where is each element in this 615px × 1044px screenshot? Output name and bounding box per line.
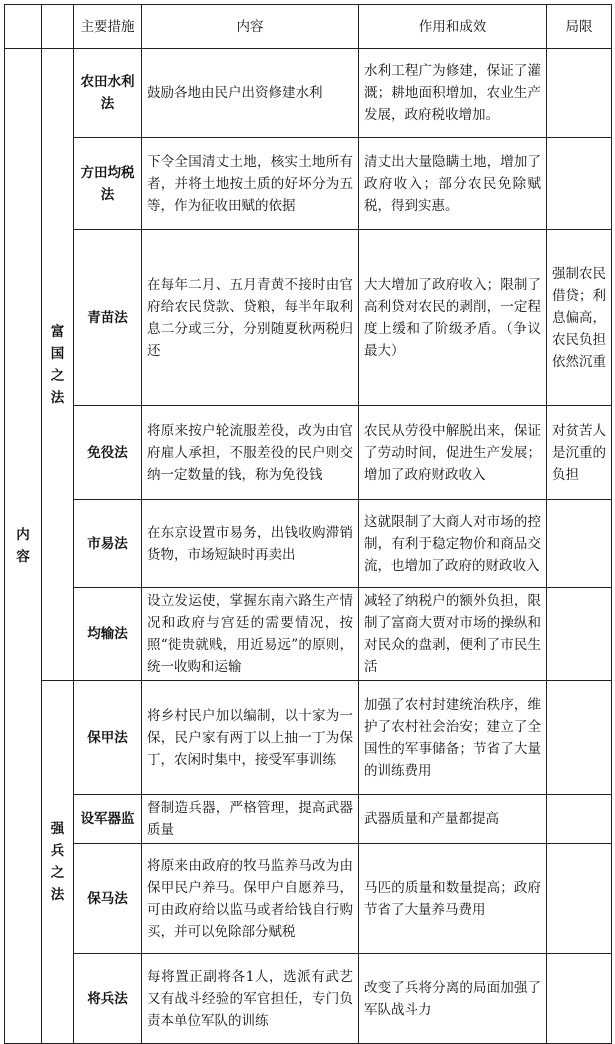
measure-name: 保甲法 xyxy=(74,681,142,795)
measure-limit xyxy=(547,844,612,954)
reform-measures-table xyxy=(4,4,612,1044)
measure-effect: 清丈出大量隐瞒土地，增加了政府收入；部分农民免除赋税，得到实惠。 xyxy=(359,138,547,230)
group-label-army: 强兵之法 xyxy=(42,681,74,1044)
measure-limit: 强制农民借贷；利息偏高，农民负担依然沉重 xyxy=(547,230,612,406)
measure-limit xyxy=(547,138,612,230)
measure-limit xyxy=(547,49,612,138)
measure-content: 督制造兵器，严格管理，提高武器质量 xyxy=(142,795,359,844)
table-row xyxy=(5,49,612,138)
header-effect: 作用和成效 xyxy=(359,5,547,49)
measure-content: 设立发运使，掌握东南六路生产情况和政府与宫廷的需要情况，按照“徙贵就贱，用近易远”的原则，统一收购和运输 xyxy=(142,588,359,681)
table-row xyxy=(5,500,612,588)
table-row xyxy=(5,681,612,795)
measure-effect: 这就限制了大商人对市场的控制，有利于稳定物价和商品交流，也增加了政府的财政收入 xyxy=(359,500,547,588)
table-row xyxy=(5,954,612,1044)
measure-content: 将原来由政府的牧马监养马改为由保甲民户养马。保甲户自愿养马，可由政府给以监马或者给钱自行购买，并可以免除部分赋税 xyxy=(142,844,359,954)
measure-content: 将乡村民户加以编制，以十家为一保，民户家有两丁以上抽一丁为保丁，农闲时集中，接受军事训练 xyxy=(142,681,359,795)
measure-limit xyxy=(547,588,612,681)
measure-name: 保马法 xyxy=(74,844,142,954)
group-label-wealth: 富国之法 xyxy=(42,49,74,681)
measure-effect: 大大增加了政府收入；限制了高利贷对农民的剥削，一定程度上缓和了阶级矛盾。（争议最大） xyxy=(359,230,547,406)
category-label: 内容 xyxy=(5,49,42,1044)
measure-effect: 改变了兵将分离的局面加强了军队战斗力 xyxy=(359,954,547,1044)
header-group xyxy=(42,5,74,49)
measure-name: 农田水利法 xyxy=(74,49,142,138)
header-content: 内容 xyxy=(142,5,359,49)
header-measure: 主要措施 xyxy=(74,5,142,49)
measure-limit xyxy=(547,500,612,588)
measure-name: 方田均税法 xyxy=(74,138,142,230)
measure-effect: 加强了农村封建统治秩序，维护了农村社会治安；建立了全国性的军事储备；节省了大量的训练费用 xyxy=(359,681,547,795)
table-row xyxy=(5,138,612,230)
header-limit: 局限 xyxy=(547,5,612,49)
table-row xyxy=(5,230,612,406)
measure-limit xyxy=(547,795,612,844)
measure-effect: 武器质量和产量都提高 xyxy=(359,795,547,844)
measure-name: 均输法 xyxy=(74,588,142,681)
measure-limit xyxy=(547,954,612,1044)
measure-effect: 农民从劳役中解脱出来，保证了劳动时间，促进生产发展；增加了政府财政收入 xyxy=(359,406,547,500)
measure-name: 免役法 xyxy=(74,406,142,500)
measure-effect: 马匹的质量和数量提高；政府节省了大量养马费用 xyxy=(359,844,547,954)
measure-name: 将兵法 xyxy=(74,954,142,1044)
table-row xyxy=(5,588,612,681)
header-category xyxy=(5,5,42,49)
measure-name: 市易法 xyxy=(74,500,142,588)
measure-effect: 水利工程广为修建，保证了灌溉；耕地面积增加，农业生产发展，政府税收增加。 xyxy=(359,49,547,138)
table-row xyxy=(5,795,612,844)
table-row xyxy=(5,844,612,954)
measure-content: 每将置正副将各1人，选派有武艺又有战斗经验的军官担任，专门负责本单位军队的训练 xyxy=(142,954,359,1044)
measure-name: 青苗法 xyxy=(74,230,142,406)
measure-effect: 减轻了纳税户的额外负担，限制了富商大贾对市场的操纵和对民众的盘剥，便利了市民生活 xyxy=(359,588,547,681)
measure-content: 下令全国清丈土地，核实土地所有者，并将土地按土质的好坏分为五等，作为征收田赋的依据 xyxy=(142,138,359,230)
header-row xyxy=(5,5,612,49)
measure-content: 将原来按户轮流服差役，改为由官府雇人承担，不服差役的民户则交纳一定数量的钱，称为免役钱 xyxy=(142,406,359,500)
measure-limit xyxy=(547,681,612,795)
measure-content: 在每年二月、五月青黄不接时由官府给农民贷款、贷粮，每半年取利息二分或三分，分别随夏秋两税归还 xyxy=(142,230,359,406)
table-row xyxy=(5,406,612,500)
measure-name: 设军器监 xyxy=(74,795,142,844)
measure-content: 鼓励各地由民户出资修建水利 xyxy=(142,49,359,138)
measure-content: 在东京设置市易务，出钱收购滞销货物，市场短缺时再卖出 xyxy=(142,500,359,588)
measure-limit: 对贫苦人是沉重的负担 xyxy=(547,406,612,500)
